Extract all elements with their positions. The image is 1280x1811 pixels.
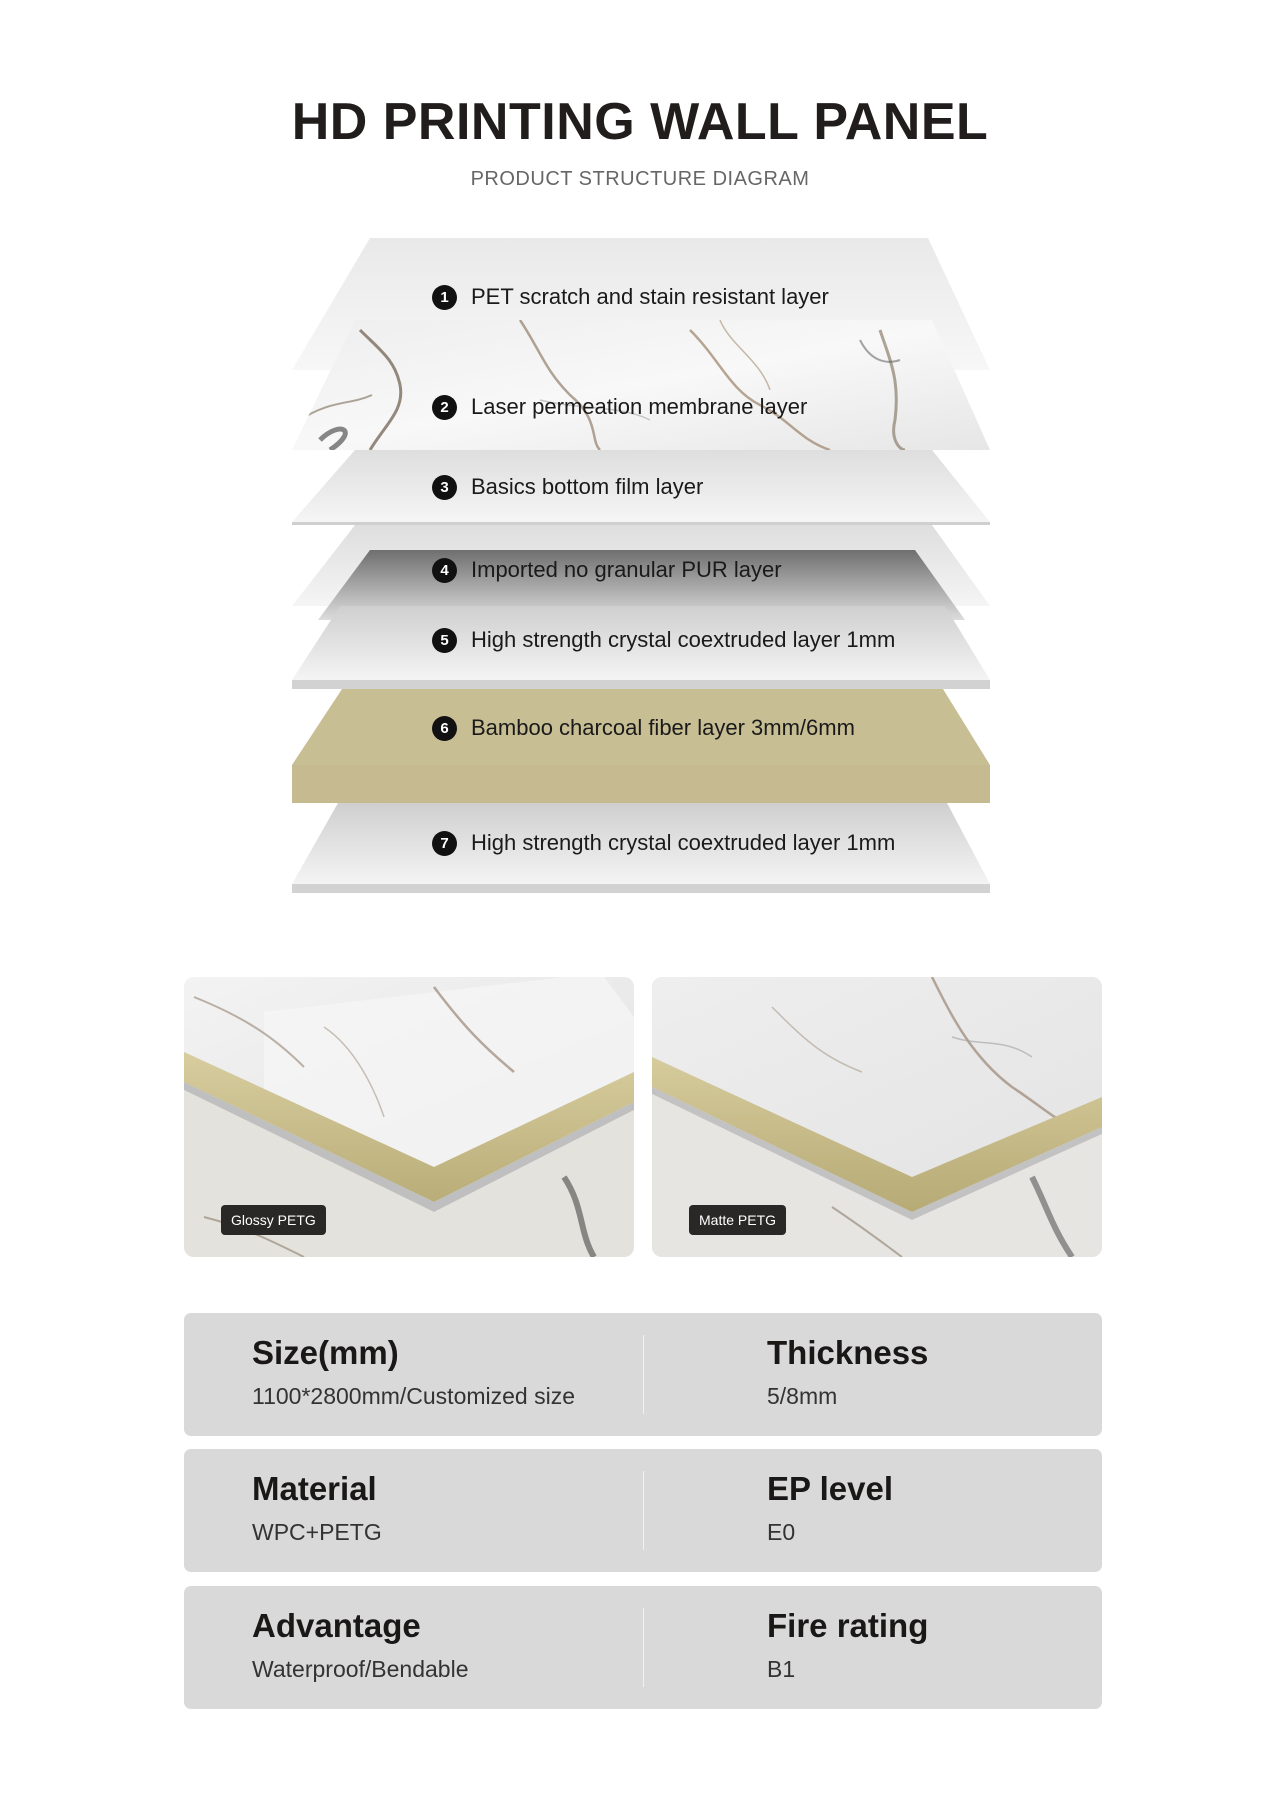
spec-value: B1 — [767, 1656, 796, 1682]
layer-label-4 — [432, 555, 782, 585]
spec-row-size-thickness — [184, 1313, 1102, 1436]
spec-cell-material — [252, 1469, 382, 1546]
spec-row-advantage-fire — [184, 1586, 1102, 1709]
spec-divider — [643, 1471, 644, 1550]
layer-number-badge: 2 — [432, 395, 457, 420]
spec-label: Size(mm) — [252, 1334, 399, 1371]
layer-label-3 — [432, 472, 703, 502]
layer-number-badge: 5 — [432, 628, 457, 653]
spec-value: E0 — [767, 1519, 796, 1545]
glossy-petg-photo — [184, 977, 634, 1257]
layer-label-text: Bamboo charcoal fiber layer 3mm/6mm — [471, 715, 855, 740]
layer-label-text: High strength crystal coextruded layer 1mm — [471, 830, 896, 855]
layer-label-text: Laser permeation membrane layer — [471, 394, 808, 419]
spec-cell-thickness — [767, 1333, 928, 1410]
layer-number-badge: 7 — [432, 831, 457, 856]
spec-value: Waterproof/Bendable — [252, 1656, 469, 1682]
layer-label-text: PET scratch and stain resistant layer — [471, 284, 829, 309]
layer-label-text: Basics bottom film layer — [471, 474, 704, 499]
layer-label-6 — [432, 713, 855, 743]
layer-label-1 — [432, 282, 829, 312]
spec-value: 5/8mm — [767, 1383, 838, 1409]
layer-3-edge — [292, 522, 990, 525]
spec-divider — [643, 1335, 644, 1414]
layer-6-edge — [292, 765, 990, 803]
spec-cell-fire-rating — [767, 1606, 928, 1683]
spec-cell-ep-level — [767, 1469, 893, 1546]
spec-cell-advantage — [252, 1606, 469, 1683]
spec-label: EP level — [767, 1470, 893, 1507]
spec-label: Advantage — [252, 1607, 421, 1644]
layer-label-2 — [432, 392, 807, 422]
layer-label-7 — [432, 828, 895, 858]
spec-row-material-ep — [184, 1449, 1102, 1572]
spec-label: Material — [252, 1470, 377, 1507]
layer-7-edge — [292, 884, 990, 893]
layer-2-shape — [292, 320, 990, 450]
matte-petg-photo — [652, 977, 1102, 1257]
matte-petg-tag: Matte PETG — [689, 1205, 786, 1235]
spec-divider — [643, 1608, 644, 1687]
layer-number-badge: 1 — [432, 285, 457, 310]
page-title: HD PRINTING WALL PANEL — [291, 93, 989, 151]
layer-label-text: High strength crystal coextruded layer 1mm — [471, 627, 896, 652]
spec-label: Fire rating — [767, 1607, 929, 1644]
glossy-petg-tag: Glossy PETG — [221, 1205, 326, 1235]
layer-number-badge: 4 — [432, 558, 457, 583]
layer-label-5 — [432, 625, 895, 655]
page-subtitle: PRODUCT STRUCTURE DIAGRAM — [470, 168, 810, 190]
layer-5-edge — [292, 680, 990, 689]
layer-number-badge: 6 — [432, 716, 457, 741]
spec-value: 1100*2800mm/Customized size — [252, 1383, 576, 1409]
spec-cell-size — [252, 1333, 575, 1410]
layer-label-text: Imported no granular PUR layer — [471, 557, 782, 582]
layer-number-badge: 3 — [432, 475, 457, 500]
spec-label: Thickness — [767, 1334, 929, 1371]
spec-value: WPC+PETG — [252, 1519, 382, 1545]
